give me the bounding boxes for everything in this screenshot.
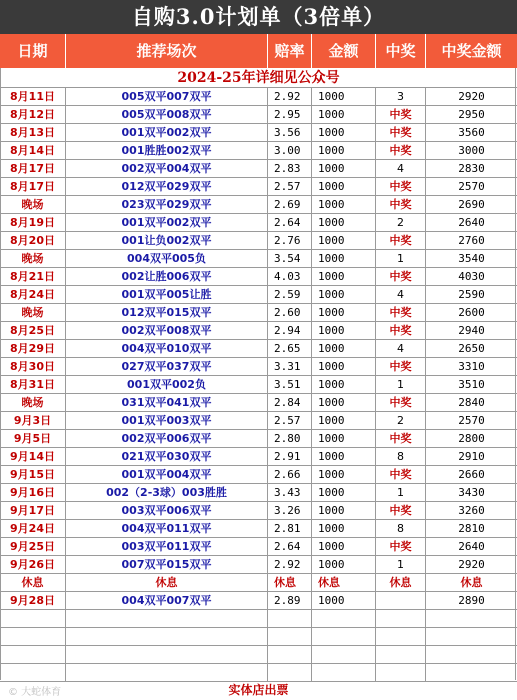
- subtitle: 2024-25年详细见公众号: [0, 68, 517, 88]
- empty-cell: [66, 610, 268, 627]
- cell-date: 9月17日: [0, 502, 66, 519]
- table-row: [0, 538, 517, 556]
- cell-result: 4: [376, 340, 426, 357]
- cell-odds: 2.89: [268, 592, 312, 609]
- empty-cell: [268, 646, 312, 663]
- cell-odds: 2.64: [268, 538, 312, 555]
- cell-result: [376, 592, 426, 609]
- cell-date: 8月20日: [0, 232, 66, 249]
- cell-result: 8: [376, 520, 426, 537]
- cell-prize: 2920: [458, 558, 485, 571]
- empty-cell: [312, 646, 376, 663]
- cell-amount: 1000: [312, 124, 376, 141]
- cell-result: 1: [376, 376, 426, 393]
- cell-prize: 2910: [458, 450, 485, 463]
- cell-prize: 3000: [458, 144, 485, 157]
- table-row: [0, 592, 517, 610]
- cell-odds: 2.76: [268, 232, 312, 249]
- cell-amount: 1000: [312, 502, 376, 519]
- cell-date: 晚场: [0, 250, 66, 267]
- cell-amount: 1000: [312, 340, 376, 357]
- cell-odds: 2.80: [268, 430, 312, 447]
- empty-cell: [376, 628, 426, 645]
- cell-match: 027双平037双平: [66, 358, 268, 375]
- cell-date: 8月24日: [0, 286, 66, 303]
- cell-match: 休息: [66, 574, 268, 591]
- cell-prize: 2810: [458, 522, 485, 535]
- table-row: [0, 106, 517, 124]
- table-row: [0, 520, 517, 538]
- table-row: [0, 412, 517, 430]
- table-row: [0, 286, 517, 304]
- cell-amount: 1000: [312, 142, 376, 159]
- table-row: [0, 124, 517, 142]
- table-row: [0, 304, 517, 322]
- cell-prize: 2940: [458, 324, 485, 337]
- cell-match: 002双平008双平: [66, 322, 268, 339]
- cell-match: 012双平029双平: [66, 178, 268, 195]
- cell-match: 021双平030双平: [66, 448, 268, 465]
- cell-result: 3: [376, 88, 426, 105]
- cell-amount: 1000: [312, 160, 376, 177]
- cell-result: 中奖: [376, 358, 426, 375]
- cell-match: 001胜胜002双平: [66, 142, 268, 159]
- cell-amount: 1000: [312, 250, 376, 267]
- cell-amount: 1000: [312, 196, 376, 213]
- cell-odds: 2.95: [268, 106, 312, 123]
- cell-result: 8: [376, 448, 426, 465]
- cell-prize: 3510: [458, 378, 485, 391]
- cell-result: 1: [376, 556, 426, 573]
- empty-cell: [268, 664, 312, 681]
- cell-match: 002让胜006双平: [66, 268, 268, 285]
- cell-match: 002（2-3球）003胜胜: [66, 484, 268, 501]
- cell-amount: 1000: [312, 592, 376, 609]
- cell-prize: 3540: [458, 252, 485, 265]
- cell-match: 001双平004双平: [66, 466, 268, 483]
- cell-date: 8月29日: [0, 340, 66, 357]
- cell-result: 中奖: [376, 196, 426, 213]
- cell-odds: 3.31: [268, 358, 312, 375]
- cell-match: 023双平029双平: [66, 196, 268, 213]
- cell-match: 004双平005负: [66, 250, 268, 267]
- cell-date: 休息: [0, 574, 66, 591]
- empty-cell: [376, 610, 426, 627]
- table-row: [0, 340, 517, 358]
- cell-odds: 2.60: [268, 304, 312, 321]
- cell-prize: 2890: [458, 594, 485, 607]
- cell-match: 002双平004双平: [66, 160, 268, 177]
- cell-result: 2: [376, 412, 426, 429]
- cell-result: 中奖: [376, 304, 426, 321]
- cell-date: 9月16日: [0, 484, 66, 501]
- cell-odds: 2.69: [268, 196, 312, 213]
- cell-odds: 3.26: [268, 502, 312, 519]
- empty-cell: [0, 628, 66, 645]
- table-row: [0, 268, 517, 286]
- cell-prize: 2640: [458, 216, 485, 229]
- cell-prize: 3430: [458, 486, 485, 499]
- cell-prize: 2690: [458, 198, 485, 211]
- cell-result: 中奖: [376, 106, 426, 123]
- empty-cell: [0, 646, 66, 663]
- cell-match: 031双平041双平: [66, 394, 268, 411]
- table-row: [0, 556, 517, 574]
- cell-prize: 2640: [458, 540, 485, 553]
- cell-amount: 1000: [312, 412, 376, 429]
- cell-match: 012双平015双平: [66, 304, 268, 321]
- empty-cell: [268, 628, 312, 645]
- header-odds: 赔率: [268, 34, 312, 68]
- bet-table: [0, 88, 517, 682]
- cell-date: 晚场: [0, 394, 66, 411]
- table-row: [0, 376, 517, 394]
- header-row: [0, 34, 517, 68]
- cell-date: 9月26日: [0, 556, 66, 573]
- cell-match: 001双平002双平: [66, 124, 268, 141]
- table-row: [0, 448, 517, 466]
- cell-odds: 2.59: [268, 286, 312, 303]
- cell-odds: 2.57: [268, 178, 312, 195]
- cell-odds: 2.91: [268, 448, 312, 465]
- cell-match: 001双平002负: [66, 376, 268, 393]
- cell-match: 003双平011双平: [66, 538, 268, 555]
- cell-odds: 2.94: [268, 322, 312, 339]
- cell-result: 中奖: [376, 466, 426, 483]
- cell-amount: 1000: [312, 448, 376, 465]
- table-row: [0, 502, 517, 520]
- cell-odds: 休息: [268, 574, 312, 591]
- cell-odds: 2.92: [268, 88, 312, 105]
- cell-result: 2: [376, 214, 426, 231]
- footer-note: 实体店出票: [228, 683, 289, 697]
- cell-amount: 1000: [312, 232, 376, 249]
- empty-cell: [66, 628, 268, 645]
- cell-odds: 3.43: [268, 484, 312, 501]
- empty-cell: [426, 664, 517, 681]
- header-prize: 中奖金额: [441, 42, 502, 60]
- cell-match: 007双平015双平: [66, 556, 268, 573]
- table-row: [0, 160, 517, 178]
- cell-result: 中奖: [376, 268, 426, 285]
- cell-prize: 2830: [458, 162, 485, 175]
- cell-odds: 2.66: [268, 466, 312, 483]
- cell-result: 1: [376, 250, 426, 267]
- cell-amount: 1000: [312, 520, 376, 537]
- cell-prize: 3260: [458, 504, 485, 517]
- cell-match: 003双平006双平: [66, 502, 268, 519]
- cell-match: 001双平003双平: [66, 412, 268, 429]
- header-date: 日期: [0, 34, 66, 68]
- table-row: [0, 232, 517, 250]
- empty-row: [0, 628, 517, 646]
- cell-result: 中奖: [376, 142, 426, 159]
- cell-prize: 4030: [458, 270, 485, 283]
- cell-date: 8月12日: [0, 106, 66, 123]
- table-row: [0, 358, 517, 376]
- cell-result: 4: [376, 286, 426, 303]
- table-row: [0, 484, 517, 502]
- cell-date: 8月17日: [0, 160, 66, 177]
- table-row: [0, 88, 517, 106]
- table-row: [0, 214, 517, 232]
- cell-date: 8月21日: [0, 268, 66, 285]
- table-row: [0, 322, 517, 340]
- empty-cell: [376, 646, 426, 663]
- cell-prize: 2570: [458, 414, 485, 427]
- empty-row: [0, 610, 517, 628]
- cell-amount: 休息: [312, 574, 376, 591]
- cell-date: 8月30日: [0, 358, 66, 375]
- cell-match: 001双平005让胜: [66, 286, 268, 303]
- cell-amount: 1000: [312, 484, 376, 501]
- table-row: [0, 430, 517, 448]
- cell-odds: 3.00: [268, 142, 312, 159]
- empty-cell: [426, 610, 517, 627]
- cell-odds: 2.83: [268, 160, 312, 177]
- cell-prize: 2590: [458, 288, 485, 301]
- cell-amount: 1000: [312, 538, 376, 555]
- cell-date: 9月3日: [0, 412, 66, 429]
- cell-odds: 3.54: [268, 250, 312, 267]
- cell-match: 002双平006双平: [66, 430, 268, 447]
- cell-date: 8月25日: [0, 322, 66, 339]
- cell-match: 005双平008双平: [66, 106, 268, 123]
- cell-result: 4: [376, 160, 426, 177]
- cell-odds: 4.03: [268, 268, 312, 285]
- header-match: 推荐场次: [66, 34, 268, 68]
- cell-match: 004双平007双平: [66, 592, 268, 609]
- header-amount: 金额: [312, 34, 376, 68]
- empty-cell: [376, 664, 426, 681]
- cell-date: 8月31日: [0, 376, 66, 393]
- cell-amount: 1000: [312, 556, 376, 573]
- cell-date: 8月14日: [0, 142, 66, 159]
- cell-date: 9月14日: [0, 448, 66, 465]
- cell-date: 9月15日: [0, 466, 66, 483]
- cell-odds: 2.64: [268, 214, 312, 231]
- cell-result: 中奖: [376, 178, 426, 195]
- cell-amount: 1000: [312, 304, 376, 321]
- watermark: © 大蛇体育: [8, 687, 62, 698]
- table-row: [0, 250, 517, 268]
- cell-odds: 2.81: [268, 520, 312, 537]
- empty-cell: [268, 610, 312, 627]
- cell-amount: 1000: [312, 178, 376, 195]
- table-row: [0, 178, 517, 196]
- cell-date: 9月28日: [0, 592, 66, 609]
- cell-prize: 3560: [458, 126, 485, 139]
- cell-result: 中奖: [376, 124, 426, 141]
- cell-amount: 1000: [312, 106, 376, 123]
- cell-amount: 1000: [312, 394, 376, 411]
- cell-prize: 2840: [458, 396, 485, 409]
- cell-prize: 休息: [460, 576, 483, 589]
- table-row: [0, 142, 517, 160]
- cell-date: 8月17日: [0, 178, 66, 195]
- cell-odds: 3.56: [268, 124, 312, 141]
- cell-odds: 2.92: [268, 556, 312, 573]
- cell-prize: 2950: [458, 108, 485, 121]
- empty-row: [0, 646, 517, 664]
- cell-odds: 2.84: [268, 394, 312, 411]
- cell-prize: 2650: [458, 342, 485, 355]
- cell-result: 中奖: [376, 430, 426, 447]
- cell-amount: 1000: [312, 376, 376, 393]
- header-result: 中奖: [376, 34, 426, 68]
- cell-date: 晚场: [0, 304, 66, 321]
- cell-match: 005双平007双平: [66, 88, 268, 105]
- cell-prize: 3310: [458, 360, 485, 373]
- cell-odds: 3.51: [268, 376, 312, 393]
- empty-cell: [0, 664, 66, 681]
- cell-date: 晚场: [0, 196, 66, 213]
- empty-cell: [312, 610, 376, 627]
- empty-cell: [312, 664, 376, 681]
- cell-amount: 1000: [312, 214, 376, 231]
- cell-match: 001让负002双平: [66, 232, 268, 249]
- empty-cell: [0, 610, 66, 627]
- empty-cell: [426, 628, 517, 645]
- cell-amount: 1000: [312, 268, 376, 285]
- empty-cell: [66, 664, 268, 681]
- empty-cell: [312, 628, 376, 645]
- cell-match: 004双平011双平: [66, 520, 268, 537]
- empty-cell: [66, 646, 268, 663]
- cell-amount: 1000: [312, 322, 376, 339]
- cell-match: 001双平002双平: [66, 214, 268, 231]
- table-row: [0, 394, 517, 412]
- cell-amount: 1000: [312, 88, 376, 105]
- cell-amount: 1000: [312, 466, 376, 483]
- cell-prize: 2800: [458, 432, 485, 445]
- cell-date: 8月13日: [0, 124, 66, 141]
- cell-date: 9月25日: [0, 538, 66, 555]
- cell-result: 中奖: [376, 538, 426, 555]
- cell-result: 中奖: [376, 394, 426, 411]
- cell-date: 9月24日: [0, 520, 66, 537]
- table-row: [0, 574, 517, 592]
- cell-odds: 2.65: [268, 340, 312, 357]
- sheet-title: 自购3.0计划单（3倍单）: [0, 0, 517, 34]
- cell-amount: 1000: [312, 286, 376, 303]
- cell-result: 中奖: [376, 322, 426, 339]
- cell-date: 9月5日: [0, 430, 66, 447]
- cell-prize: 2920: [458, 90, 485, 103]
- cell-amount: 1000: [312, 358, 376, 375]
- cell-result: 1: [376, 484, 426, 501]
- cell-result: 中奖: [376, 502, 426, 519]
- cell-result: 中奖: [376, 232, 426, 249]
- cell-match: 004双平010双平: [66, 340, 268, 357]
- cell-odds: 2.57: [268, 412, 312, 429]
- cell-prize: 2600: [458, 306, 485, 319]
- cell-result: 休息: [376, 574, 426, 591]
- cell-date: 8月11日: [0, 88, 66, 105]
- cell-date: 8月19日: [0, 214, 66, 231]
- table-row: [0, 196, 517, 214]
- cell-amount: 1000: [312, 430, 376, 447]
- table-row: [0, 466, 517, 484]
- empty-cell: [426, 646, 517, 663]
- cell-prize: 2660: [458, 468, 485, 481]
- cell-prize: 2570: [458, 180, 485, 193]
- cell-prize: 2760: [458, 234, 485, 247]
